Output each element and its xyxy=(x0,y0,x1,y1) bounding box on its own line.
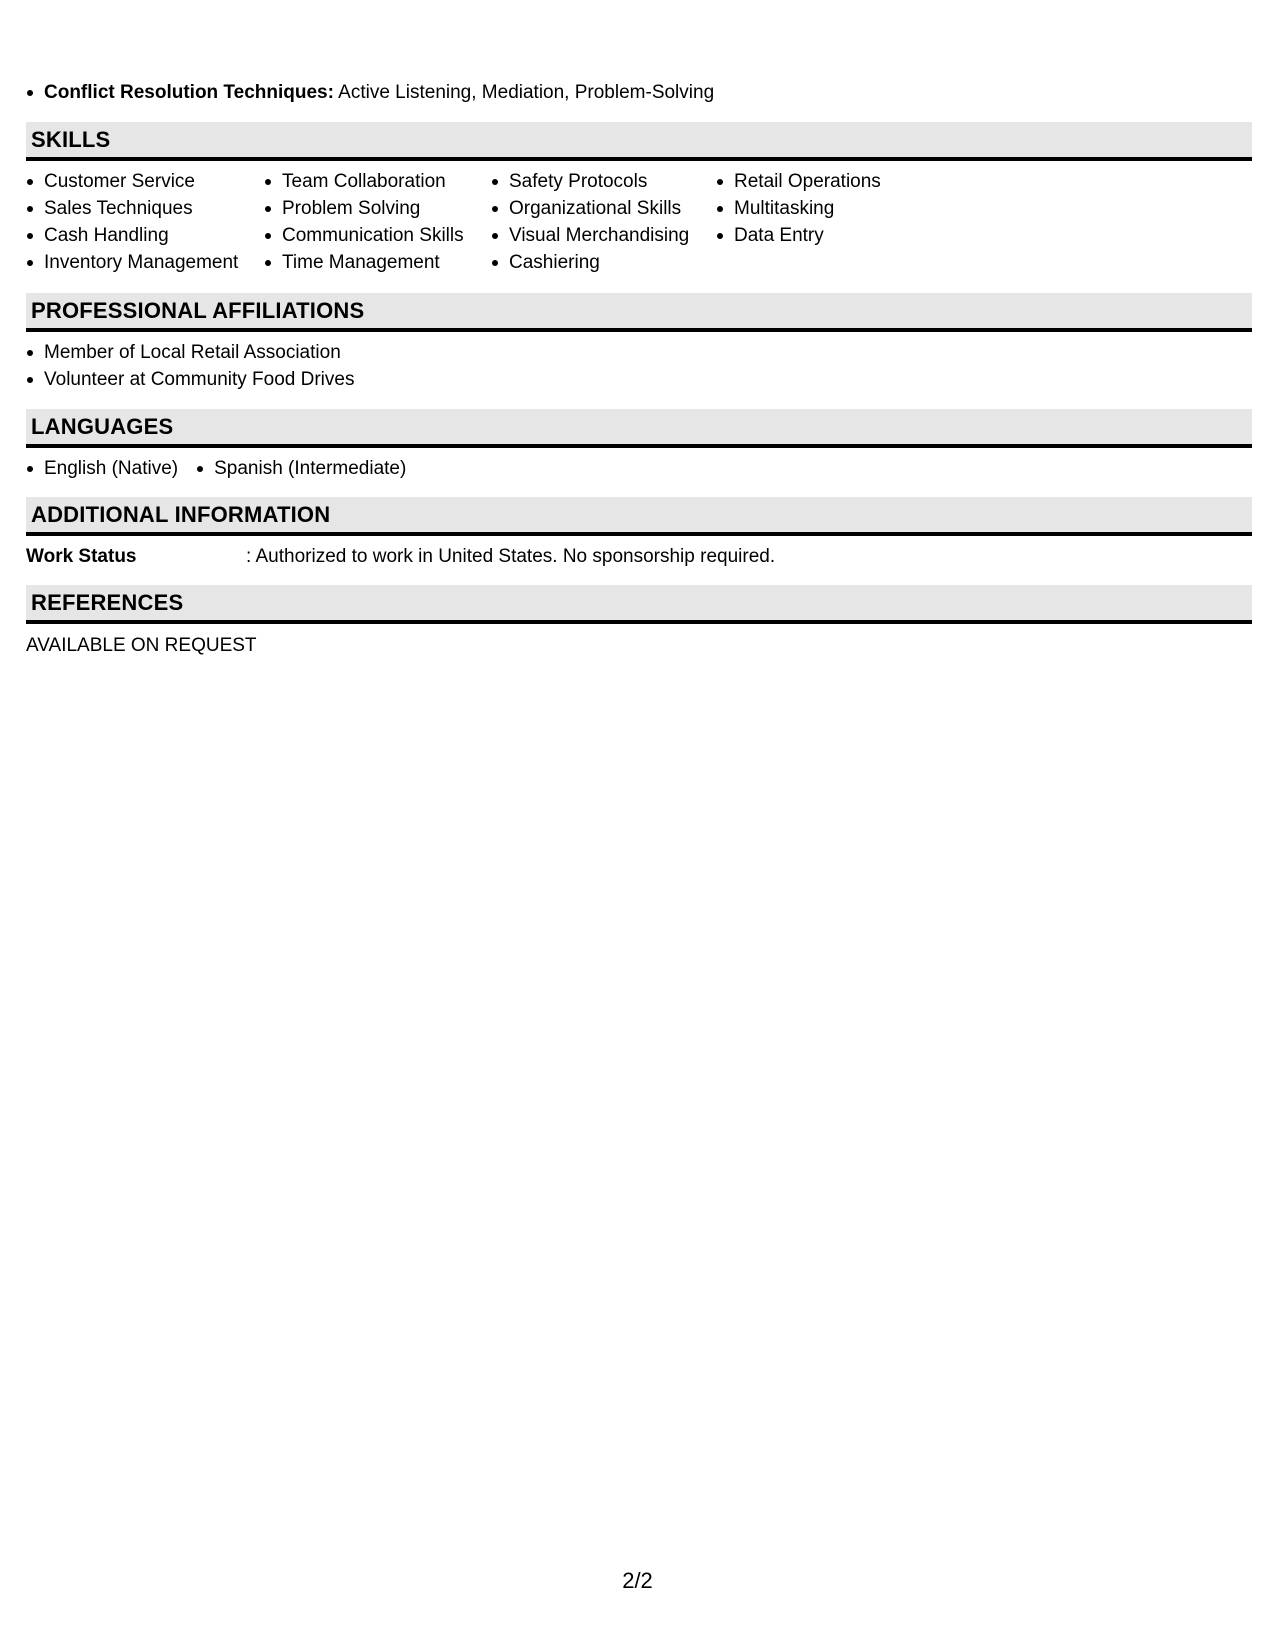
skills-column-3 xyxy=(491,168,698,276)
skill-item: Team Collaboration xyxy=(264,168,473,195)
language-item: Spanish (Intermediate) xyxy=(196,455,406,482)
additional-info-section-header xyxy=(26,497,1252,536)
skill-item: Retail Operations xyxy=(716,168,916,195)
references-text: AVAILABLE ON REQUEST xyxy=(26,635,257,656)
skill-item: Problem Solving xyxy=(264,195,473,222)
skill-item: Data Entry xyxy=(716,222,916,249)
languages-section-title: LANGUAGES xyxy=(31,414,174,439)
affiliation-item: Volunteer at Community Food Drives xyxy=(26,366,354,393)
language-item: English (Native) xyxy=(26,455,178,482)
skill-item: Communication Skills xyxy=(264,222,473,249)
additional-info-section-title: ADDITIONAL INFORMATION xyxy=(31,502,331,527)
skills-section-header xyxy=(26,122,1252,161)
languages-list xyxy=(26,455,424,482)
references-section-title: REFERENCES xyxy=(31,590,184,615)
skill-item: Cash Handling xyxy=(26,222,246,249)
skill-item: Time Management xyxy=(264,249,473,276)
skills-grid xyxy=(26,168,934,276)
skill-item: Visual Merchandising xyxy=(491,222,698,249)
work-status-row xyxy=(26,543,775,570)
conflict-resolution-value: Active Listening, Mediation, Problem-Solving xyxy=(333,82,715,103)
affiliations-section-header xyxy=(26,293,1252,332)
page-number: 2/2 xyxy=(622,1568,653,1593)
work-status-value: : Authorized to work in United States. No sponsorship required. xyxy=(246,546,776,567)
references-section-header xyxy=(26,585,1252,624)
skill-item: Sales Techniques xyxy=(26,195,246,222)
skill-item: Customer Service xyxy=(26,168,246,195)
skills-column-2 xyxy=(264,168,473,276)
affiliations-list xyxy=(26,339,354,393)
work-status-label: Work Status xyxy=(26,546,137,567)
skill-item: Organizational Skills xyxy=(491,195,698,222)
affiliation-item: Member of Local Retail Association xyxy=(26,339,354,366)
conflict-resolution-label: Conflict Resolution Techniques: xyxy=(44,82,334,103)
conflict-resolution-list xyxy=(26,79,714,106)
skills-column-4 xyxy=(716,168,916,276)
skill-item: Inventory Management xyxy=(26,249,246,276)
conflict-resolution-item xyxy=(26,79,714,106)
languages-section-header xyxy=(26,409,1252,448)
skills-column-1 xyxy=(26,168,246,276)
skills-section-title: SKILLS xyxy=(31,127,111,152)
skill-item: Safety Protocols xyxy=(491,168,698,195)
affiliations-section-title: PROFESSIONAL AFFILIATIONS xyxy=(31,298,365,323)
skill-item: Cashiering xyxy=(491,249,698,276)
skill-item: Multitasking xyxy=(716,195,916,222)
